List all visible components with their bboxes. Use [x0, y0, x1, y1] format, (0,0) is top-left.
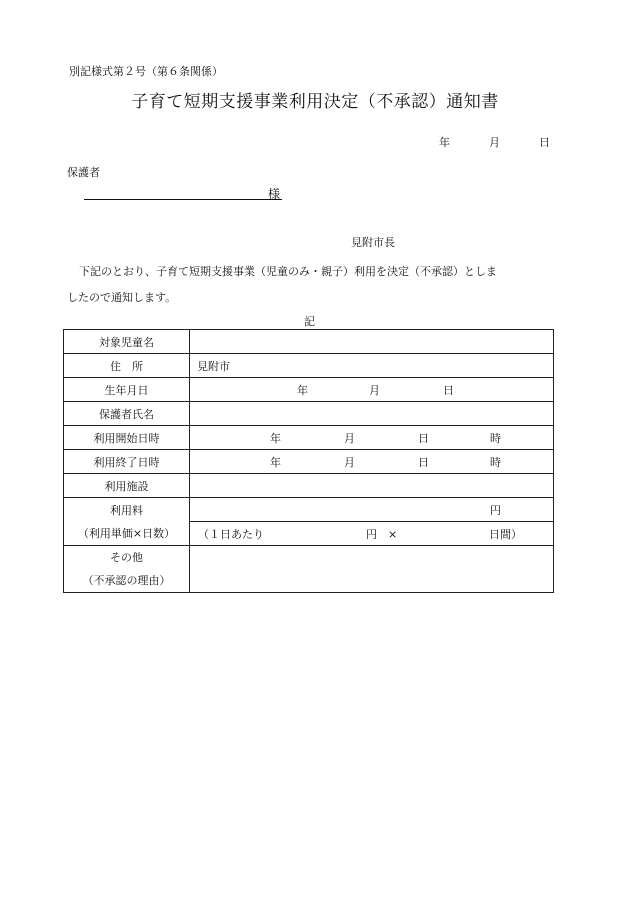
- body-text-line1: 下記のとおり、子育て短期支援事業（児童のみ・親子）利用を決定（不承認）としま: [79, 265, 497, 278]
- facility-field[interactable]: [190, 474, 554, 498]
- page-title: 子育て短期支援事業利用決定（不承認）通知書: [131, 92, 499, 112]
- fee-breakdown-days: 日間）: [489, 527, 522, 541]
- table-row: [64, 354, 554, 378]
- end-year-unit: 年: [270, 455, 281, 469]
- end-datetime-field[interactable]: [190, 450, 554, 474]
- other-reason-field[interactable]: [190, 546, 554, 593]
- table-row: [64, 378, 554, 402]
- start-year-unit: 年: [270, 431, 281, 445]
- fee-field[interactable]: [190, 498, 554, 522]
- end-month-unit: 月: [344, 455, 355, 469]
- fee-breakdown-yen-times: 円 ×: [366, 527, 398, 541]
- addressee-name-line: [84, 199, 282, 200]
- birthdate-field[interactable]: [190, 378, 554, 402]
- end-hour-unit: 時: [490, 455, 501, 469]
- ki-heading: 記: [304, 315, 315, 328]
- start-month-unit: 月: [344, 431, 355, 445]
- date-month-unit: 月: [489, 136, 500, 149]
- table-row: [64, 546, 554, 593]
- start-hour-unit: 時: [490, 431, 501, 445]
- table-row: [64, 522, 554, 546]
- guardian-name-label: 保護者氏名: [64, 402, 190, 426]
- start-day-unit: 日: [418, 431, 429, 445]
- fee-breakdown-prefix: （１日あたり: [198, 527, 264, 541]
- birthdate-day-unit: 日: [443, 383, 454, 397]
- address-field[interactable]: [190, 354, 554, 378]
- address-label: 住 所: [64, 354, 190, 378]
- table-row: [64, 426, 554, 450]
- table-row: [64, 498, 554, 522]
- other-label-line2: （不承認の理由）: [82, 574, 171, 587]
- body-text-line2: したので通知します。: [67, 291, 177, 304]
- end-datetime-label: 利用終了日時: [64, 450, 190, 474]
- birthdate-year-unit: 年: [297, 383, 308, 397]
- child-name-field[interactable]: [190, 330, 554, 354]
- fee-label: 利用料: [64, 498, 190, 522]
- date-year-unit: 年: [439, 136, 450, 149]
- guardian-name-field[interactable]: [190, 402, 554, 426]
- table-row: [64, 402, 554, 426]
- fee-breakdown-field[interactable]: [190, 522, 554, 546]
- table-row: [64, 330, 554, 354]
- start-datetime-label: 利用開始日時: [64, 426, 190, 450]
- addressee-label: 保護者: [67, 166, 100, 179]
- start-datetime-field[interactable]: [190, 426, 554, 450]
- fee-breakdown-label: （利用単価×日数）: [64, 522, 190, 546]
- addressee-honorific: 様: [268, 187, 281, 201]
- birthdate-label: 生年月日: [64, 378, 190, 402]
- date-day-unit: 日: [539, 136, 550, 149]
- table-row: [64, 450, 554, 474]
- sender: 見附市長: [351, 236, 395, 249]
- facility-label: 利用施設: [64, 474, 190, 498]
- child-name-label: 対象児童名: [64, 330, 190, 354]
- address-value: 見附市: [197, 359, 230, 373]
- fee-yen-unit: 円: [490, 503, 501, 517]
- form-number: 別記様式第２号（第６条関係）: [69, 65, 223, 78]
- birthdate-month-unit: 月: [369, 383, 380, 397]
- notice-table: [63, 329, 554, 593]
- other-label-line1: その他: [110, 551, 143, 564]
- other-label: [64, 546, 190, 593]
- end-day-unit: 日: [418, 455, 429, 469]
- table-row: [64, 474, 554, 498]
